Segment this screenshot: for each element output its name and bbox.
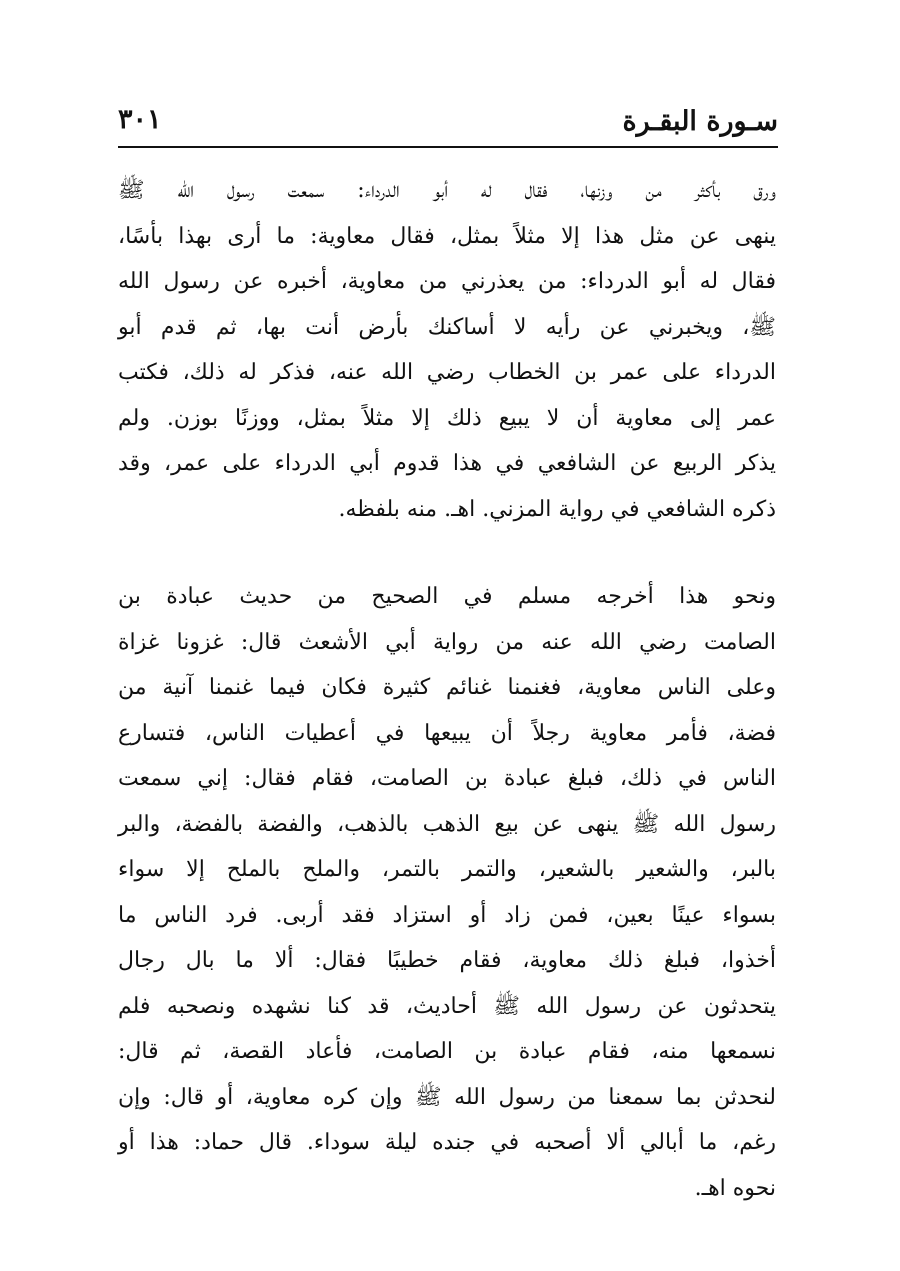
text-line: ذكره الشافعي في رواية المزني. اهـ. منه بلفظه.: [338, 496, 776, 522]
text-line: الصامت رضي الله عنه من رواية أبي الأشعث قال: غزونا غزاة: [118, 629, 776, 655]
text-line: أخذوا، فبلغ ذلك معاوية، فقام خطيبًا فقال: ألا ما بال رجال: [118, 948, 776, 973]
text-line: نحوه اهـ.: [694, 1175, 776, 1201]
text-line: الناس في ذلك، فبلغ عبادة بن الصامت، فقام فقال: إني سمعت: [118, 766, 776, 791]
text-line: ﷺ، ويخبرني عن رأيه لا أساكنك بأرض أنت بها، ثم قدم أبو: [118, 314, 776, 340]
surah-title: سـورة البقـرة: [622, 106, 778, 137]
header-rule: [118, 146, 778, 148]
page-number: ٣٠١: [118, 104, 162, 135]
text-line: لنحدثن بما سمعنا من رسول الله ﷺ وإن كره معاوية، أو قال: وإن: [118, 1084, 776, 1110]
paragraph-2: [118, 574, 776, 1211]
text-line: رغم، ما أبالي ألا أصحبه في جنده ليلة سوداء. قال حماد: هذا أو: [118, 1130, 776, 1155]
text-line: بالبر، والشعير بالشعير، والتمر بالتمر، والملح بالملح إلا سواء: [118, 857, 776, 882]
text-line: فضة، فأمر معاوية رجلاً أن يبيعها في أعطيات الناس، فتسارع: [118, 720, 776, 746]
text-line: يذكر الربيع عن الشافعي في هذا قدوم أبي الدرداء على عمر، وقد: [118, 451, 776, 476]
page-header: [118, 100, 778, 148]
text-line: ونحو هذا أخرجه مسلم في الصحيح من حديث عبادة بن: [118, 584, 776, 609]
text-line: نسمعها منه، فقام عبادة بن الصامت، فأعاد القصة، ثم قال:: [118, 1039, 776, 1064]
text-line: يتحدثون عن رسول الله ﷺ أحاديث، قد كنا نشهده ونصحبه فلم: [118, 993, 776, 1019]
text-line: بسواء عينًا بعين، فمن زاد أو استزاد فقد أربى. فرد الناس ما: [118, 902, 776, 928]
text-line: وعلى الناس معاوية، فغنمنا غنائم كثيرة فكان فيما غنمنا آنية من: [118, 675, 776, 700]
text-line: عمر إلى معاوية أن لا يبيع ذلك إلا مثلاً بمثل، ووزنًا بوزن. ولم: [118, 405, 776, 431]
text-line: ورق بأكثر من وزنها، فقال له أبو الدرداء: سمعت رسول الله ﷺ: [118, 178, 776, 203]
text-line: الدرداء على عمر بن الخطاب رضي الله عنه، فذكر له ذلك، فكتب: [118, 360, 776, 385]
text-line: رسول الله ﷺ ينهى عن بيع الذهب بالذهب، والفضة بالفضة، والبر: [118, 811, 776, 837]
paragraph-1: [118, 168, 776, 532]
text-line: ينهى عن مثل هذا إلا مثلاً بمثل، فقال معاوية: ما أرى بهذا بأسًا،: [118, 223, 776, 249]
text-line: فقال له أبو الدرداء: من يعذرني من معاوية، أخبره عن رسول الله: [118, 269, 776, 294]
